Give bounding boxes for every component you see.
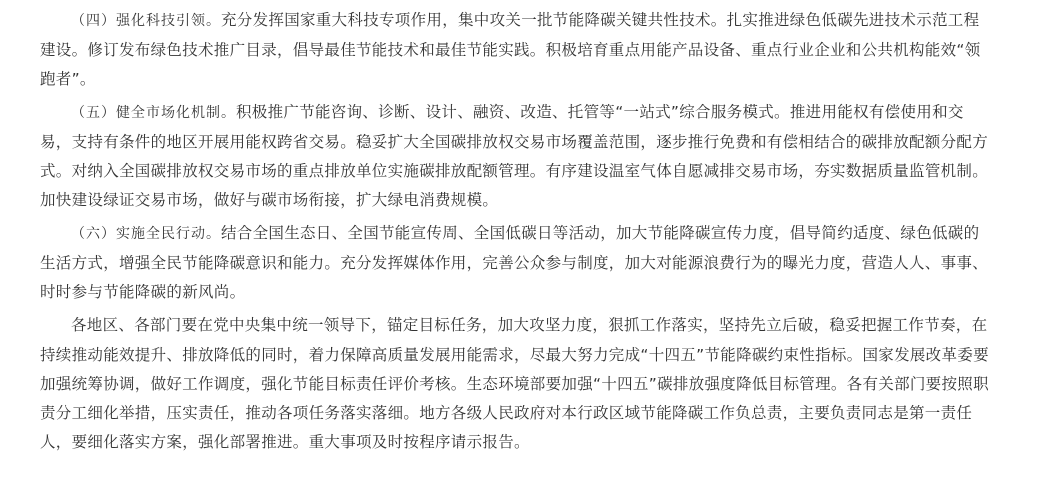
paragraph-text: 结合全国生态日、全国节能宣传周、全国低碳日等活动，加大节能降碳宣传力度，倡导简约适度、绿色低碳的生活方式，增强全民节能降碳意识和能力。充分发挥媒体作用，完善公众参与制度，加大对能源浪费行为的曝光力度，营造人人、事事、时时参与节能降碳的新风尚。 — [40, 224, 989, 301]
paragraph-science-technology — [40, 0, 992, 94]
paragraph-text: 积极推广节能咨询、诊断、设计、融资、改造、托管等“一站式”综合服务模式。推进用能权有偿使用和交易，支持有条件的地区开展用能权跨省交易。稳妥扩大全国碳排放权交易市场覆盖范围，逐步推行免费和有偿相结合的碳排放配额分配方式。对纳入全国碳排放权交易市场的重点排放单位实施碳排放配额管理。有序建设温室气体自愿减排交易市场，夯实数据质量监管机制。加快建设绿证交易市场，做好与碳市场衔接，扩大绿电消费规模。 — [40, 103, 989, 209]
section-heading: （五）健全市场化机制。 — [71, 105, 236, 121]
paragraph-text: 充分发挥国家重大科技专项作用，集中攻关一批节能降碳关键共性技术。扎实推进绿色低碳先进技术示范工程建设。修订发布绿色技术推广目录，倡导最佳节能技术和最佳节能实践。积极培育重点用能产品设备、重点行业企业和公共机构能效“领跑者”。 — [40, 11, 981, 88]
section-heading: （四）强化科技引领。 — [71, 13, 221, 29]
paragraph-text: 各地区、各部门要在党中央集中统一领导下，锚定目标任务，加大攻坚力度，狠抓工作落实，坚持先立后破，稳妥把握工作节奏，在持续推动能效提升、排放降低的同时，着力保障高质量发展用能需求，尽最大努力完成“十四五”节能降碳约束性指标。国家发展改革委要加强统筹协调，做好工作调度，强化节能目标责任评价考核。生态环境部要加强“十四五”碳排放强度降低目标管理。各有关部门要按照职责分工细化举措，压实责任，推动各项任务落实落细。地方各级人民政府对本行政区域节能降碳工作负总责，主要负责同志是第一责任人，要细化落实方案，强化部署推进。重大事项及时按程序请示报告。 — [40, 316, 989, 451]
paragraph-implementation — [40, 311, 992, 457]
paragraph-market-mechanism — [40, 98, 992, 215]
paragraph-public-action — [40, 219, 992, 307]
section-heading: （六）实施全民行动。 — [71, 226, 221, 242]
